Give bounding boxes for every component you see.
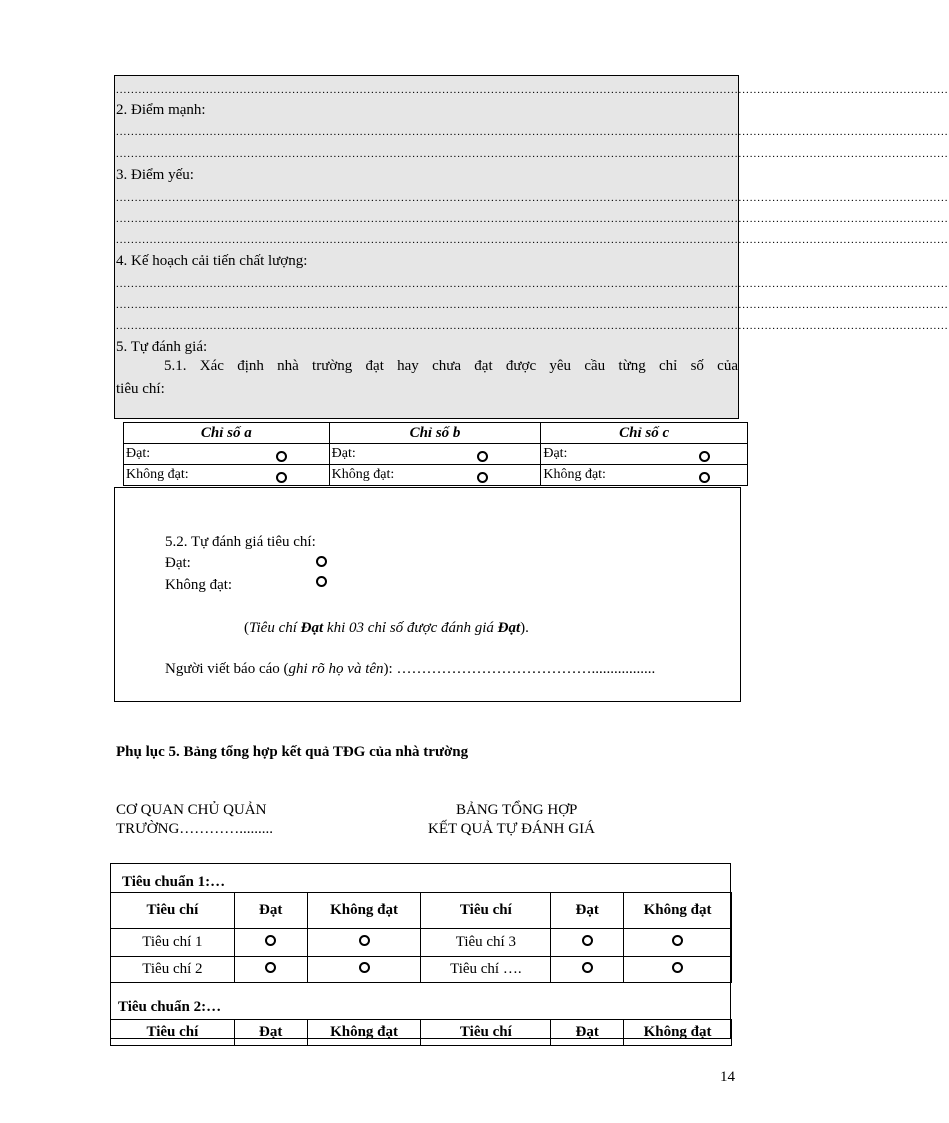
indicator-a-fail bbox=[124, 465, 330, 486]
note-bold: Đạt bbox=[497, 620, 521, 636]
summary-subtitle: KẾT QUẢ TỰ ĐÁNH GIÁ bbox=[428, 821, 595, 837]
note-text: Tiêu chí bbox=[249, 620, 301, 636]
radio-circle-icon[interactable] bbox=[265, 962, 276, 973]
col-pass: Đạt bbox=[234, 1020, 307, 1046]
self-eval-pass-label: Đạt: bbox=[165, 555, 191, 571]
standard-2-label: Tiêu chuẩn 2:… bbox=[118, 999, 222, 1015]
radio-circle-icon[interactable] bbox=[699, 472, 710, 483]
radio-circle-icon[interactable] bbox=[582, 935, 593, 946]
pass-cell bbox=[551, 929, 624, 957]
governing-agency: CƠ QUAN CHỦ QUẢN bbox=[116, 802, 267, 818]
col-criteria: Tiêu chí bbox=[421, 893, 551, 929]
criteria-note bbox=[244, 619, 529, 637]
pass-cell bbox=[234, 929, 307, 957]
radio-circle-icon[interactable] bbox=[699, 451, 710, 462]
pass-cell bbox=[551, 957, 624, 983]
radio-circle-icon[interactable] bbox=[276, 472, 287, 483]
col-criteria: Tiêu chí bbox=[421, 1020, 551, 1046]
reporter-dots: ): …………………………………................. bbox=[383, 661, 656, 677]
indicator-c-pass bbox=[541, 444, 748, 465]
radio-circle-icon[interactable] bbox=[672, 935, 683, 946]
reporter-line bbox=[165, 660, 655, 678]
indicator-b-pass bbox=[329, 444, 541, 465]
subsection-5-1: 5.1. Xác định nhà trường đạt hay chưa đạt được yêu cầu từng chỉ số của bbox=[164, 358, 738, 374]
col-fail: Không đạt bbox=[624, 893, 732, 929]
radio-circle-icon[interactable] bbox=[276, 451, 287, 462]
improvement-plan-heading: 4. Kế hoạch cải tiến chất lượng: bbox=[116, 253, 308, 269]
page-number: 14 bbox=[720, 1069, 735, 1085]
weaknesses-heading: 3. Điểm yếu: bbox=[116, 167, 194, 183]
fail-cell bbox=[307, 957, 421, 983]
note-paren: ). bbox=[520, 620, 529, 636]
indicator-b-fail bbox=[329, 465, 541, 486]
radio-circle-icon[interactable] bbox=[359, 935, 370, 946]
radio-circle-icon[interactable] bbox=[359, 962, 370, 973]
note-paren: ( bbox=[244, 620, 249, 636]
fail-cell bbox=[624, 957, 732, 983]
dotted-line: .............................................................................................................................................................................................................................. bbox=[116, 126, 949, 138]
pass-label: Đạt: bbox=[543, 446, 568, 461]
radio-circle-icon[interactable] bbox=[582, 962, 593, 973]
summary-title: BẢNG TỔNG HỢP bbox=[456, 802, 578, 818]
col-criteria: Tiêu chí bbox=[111, 893, 235, 929]
fail-label: Không đạt: bbox=[543, 467, 606, 482]
fail-label: Không đạt: bbox=[126, 467, 189, 482]
pass-cell bbox=[234, 957, 307, 983]
col-pass: Đạt bbox=[551, 893, 624, 929]
summary-table-1 bbox=[110, 892, 732, 983]
radio-circle-icon[interactable] bbox=[477, 472, 488, 483]
col-criteria: Tiêu chí bbox=[111, 1020, 235, 1046]
dotted-line: .............................................................................................................................................................................................................................. bbox=[116, 234, 949, 246]
col-fail: Không đạt bbox=[307, 1020, 421, 1046]
standard-1-label: Tiêu chuẩn 1:… bbox=[122, 874, 226, 890]
fail-label: Không đạt: bbox=[331, 467, 395, 482]
appendix-title: Phụ lục 5. Bảng tổng hợp kết quả TĐG của nhà trường bbox=[116, 744, 469, 760]
radio-circle-icon[interactable] bbox=[672, 962, 683, 973]
pass-label: Đạt: bbox=[331, 446, 356, 461]
school-name: TRƯỜNG…………......... bbox=[116, 821, 274, 837]
fail-cell bbox=[624, 929, 732, 957]
criteria-cell: Tiêu chí 2 bbox=[111, 957, 235, 983]
dotted-line: .............................................................................................................................................................................................................................. bbox=[116, 278, 949, 290]
radio-circle-icon[interactable] bbox=[477, 451, 488, 462]
criteria-cell: Tiêu chí 3 bbox=[421, 929, 551, 957]
col-fail: Không đạt bbox=[624, 1020, 732, 1046]
dotted-line: .............................................................................................................................................................................................................................. bbox=[116, 299, 949, 311]
col-fail: Không đạt bbox=[307, 893, 421, 929]
summary-table-2 bbox=[110, 1019, 732, 1046]
dotted-line: .............................................................................................................................................................................................................................. bbox=[116, 213, 949, 225]
radio-circle-icon[interactable] bbox=[316, 576, 327, 587]
fail-cell bbox=[307, 929, 421, 957]
col-pass: Đạt bbox=[234, 893, 307, 929]
pass-label: Đạt: bbox=[126, 446, 151, 461]
strengths-heading: 2. Điểm mạnh: bbox=[116, 102, 206, 118]
criteria-cell: Tiêu chí …. bbox=[421, 957, 551, 983]
indicator-b-header: Chỉ số b bbox=[329, 423, 541, 444]
self-eval-title: 5.2. Tự đánh giá tiêu chí: bbox=[165, 534, 316, 550]
indicator-c-fail bbox=[541, 465, 748, 486]
note-bold: Đạt bbox=[300, 620, 324, 636]
dotted-line: .............................................................................................................................................................................................................................. bbox=[116, 84, 949, 96]
self-eval-fail-label: Không đạt: bbox=[165, 577, 233, 593]
reporter-label: Người viết báo cáo ( bbox=[165, 661, 289, 677]
reporter-hint: ghi rõ họ và tên bbox=[288, 661, 384, 677]
criteria-cell: Tiêu chí 1 bbox=[111, 929, 235, 957]
indicator-a-pass bbox=[124, 444, 330, 465]
dotted-line: .............................................................................................................................................................................................................................. bbox=[116, 320, 949, 332]
indicator-a-header: Chỉ số a bbox=[124, 423, 330, 444]
radio-circle-icon[interactable] bbox=[316, 556, 327, 567]
dotted-line: .............................................................................................................................................................................................................................. bbox=[116, 192, 949, 204]
radio-circle-icon[interactable] bbox=[265, 935, 276, 946]
indicator-table bbox=[123, 422, 748, 486]
note-text: khi 03 chỉ số được đánh giá bbox=[323, 620, 498, 636]
subsection-5-1-cont: tiêu chí: bbox=[116, 381, 165, 397]
self-assessment-heading: 5. Tự đánh giá: bbox=[116, 339, 208, 355]
col-pass: Đạt bbox=[551, 1020, 624, 1046]
dotted-line: .............................................................................................................................................................................................................................. bbox=[116, 148, 949, 160]
indicator-c-header: Chỉ số c bbox=[541, 423, 748, 444]
